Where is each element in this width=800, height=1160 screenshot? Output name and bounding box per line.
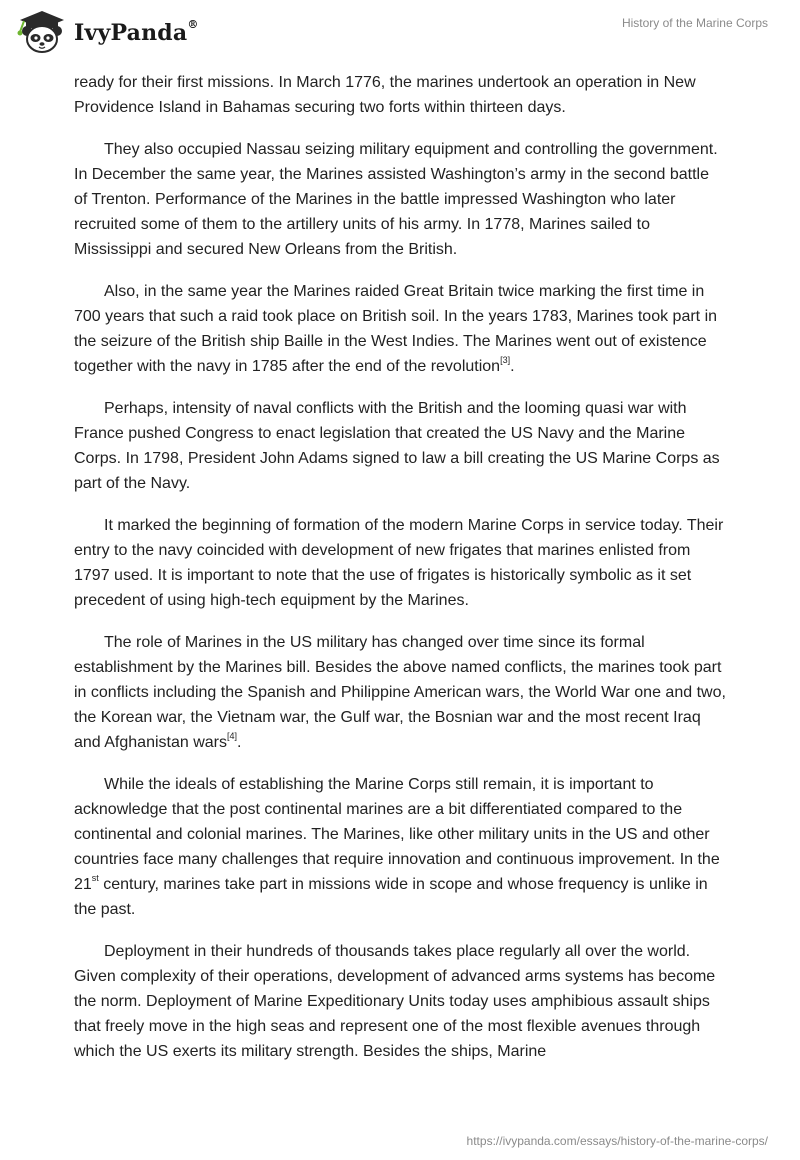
paragraph-2: They also occupied Nassau seizing military equipment and controlling the government. In December the same year, the Marines assisted Washington’s army in the second battle of Trenton. Performance of the Marines in the battle impressed Washington who later recruited some of them to the artillery units of his army. In 1778, Marines sailed to Mississippi and secured New Orleans from the British.	[74, 141, 718, 258]
paragraph-7: While the ideals of establishing the Marine Corps still remain, it is important to acknowledge that the post continental marines are a bit differentiated compared to the continental and colonial marines. The Marines, like other military units in the US and other countries face many challenges that require innovation and continuous improvement. In the 21st century, marines take part in missions wide in scope and whose frequency is unlike in the past.	[74, 776, 720, 918]
page-header	[0, 0, 800, 60]
paragraph-8: Deployment in their hundreds of thousands takes place regularly all over the world. Given complexity of their operations, development of advanced arms systems has become the norm. Deployment of Marine Expeditionary Units today uses amphibious assault ships that freely move in the high seas and represent one of the most flexible avenues through which the US exerts its military strength. Besides the ships, Marine	[74, 943, 716, 1060]
brand-logo[interactable]	[14, 8, 199, 54]
paragraph-1: ready for their first missions. In March 1776, the marines undertook an operation in New Providence Island in Bahamas securing two forts within thirteen days.	[74, 74, 696, 116]
essay-body	[74, 70, 726, 1081]
document-title: History of the Marine Corps	[621, 16, 768, 30]
footnote-ref-3[interactable]: [3]	[500, 354, 511, 365]
paragraph-4: Perhaps, intensity of naval conflicts with the British and the looming quasi war with France pushed Congress to enact legislation that created the US Navy and the Marine Corps. In 1798, President John Adams signed to law a bill creating the US Marine Corps as part of the Navy.	[74, 400, 720, 492]
paragraph-5: It marked the beginning of formation of the modern Marine Corps in service today. Their entry to the navy coincided with development of new frigates that marines enlisted from 1797 used. It is important to note that the use of frigates is historically symbolic as it set precedent of using high-tech equipment by the Marines.	[74, 517, 724, 609]
brand-name: IvyPanda®	[74, 17, 199, 46]
paragraph-6: The role of Marines in the US military has changed over time since its formal establishment by the Marines bill. Besides the above named conflicts, the marines took part in conflicts including the Spanish and Philippine American wars, the World War one and two, the Korean war, the Vietnam war, the Gulf war, the Bosnian war and the most recent Iraq and Afghanistan wars[4].	[74, 634, 726, 751]
footnote-ref-4[interactable]: [4]	[227, 730, 238, 741]
ordinal-suffix: st	[91, 872, 99, 883]
paragraph-3: Also, in the same year the Marines raided Great Britain twice marking the first time in 700 years that such a raid took place on British soil. In the years 1783, Marines took part in the seizure of the British ship Baille in the West Indies. The Marines went out of existence together with the navy in 1785 after the end of the revolution[3].	[74, 283, 718, 375]
panda-graduate-icon	[14, 8, 70, 54]
source-url[interactable]: https://ivypanda.com/essays/history-of-the-marine-corps/	[466, 1134, 768, 1148]
